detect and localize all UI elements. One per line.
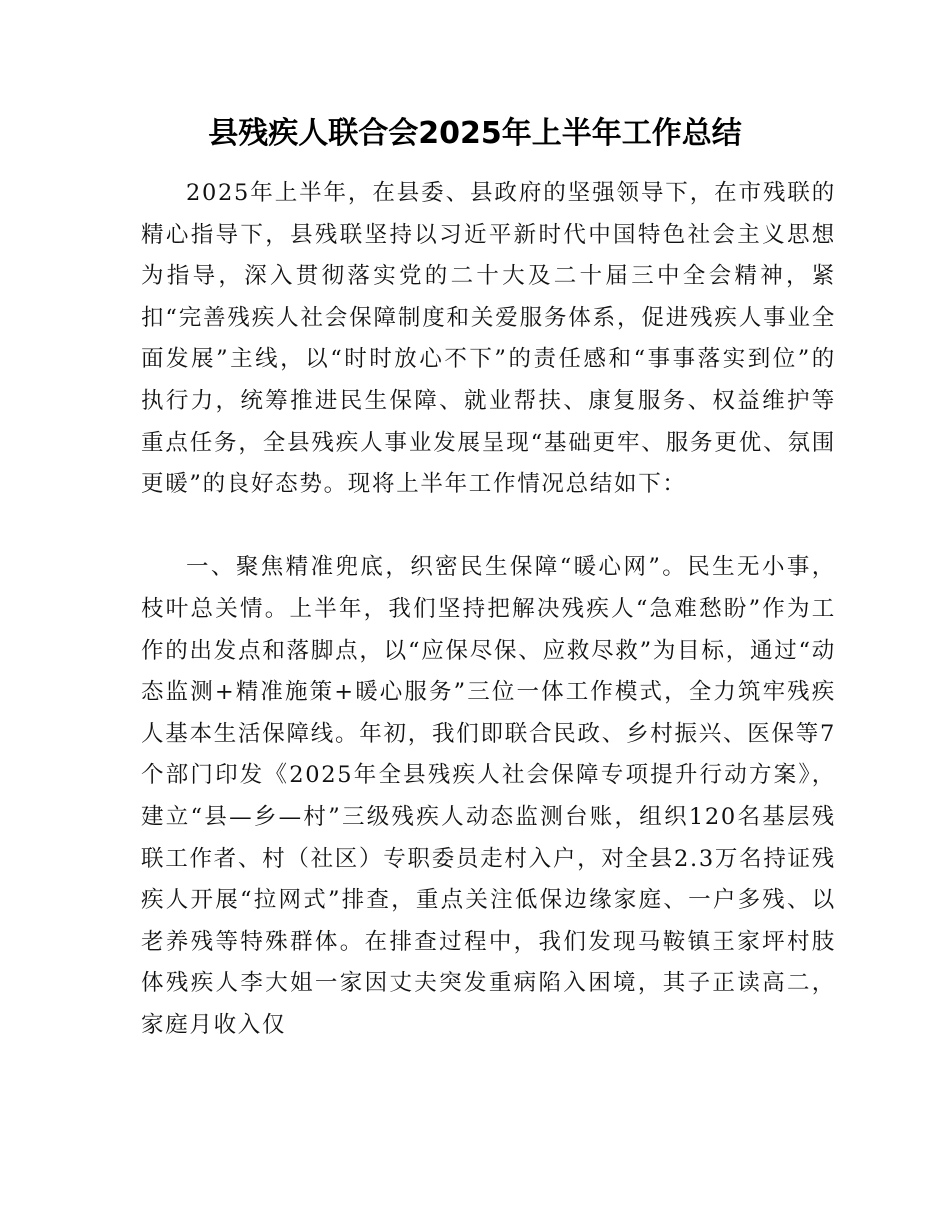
document-title: 县残疾人联合会2025年上半年工作总结 — [208, 116, 742, 151]
document-body — [141, 173, 836, 1046]
section-one-paragraph: 一、聚焦精准兜底，织密民生保障“暖心网”。民生无小事，枝叶总关情。上半年，我们坚持把解决残疾人“急难愁盼”作为工作的出发点和落脚点，以“应保尽保、应救尽救”为目标，通过“动态监测+精准施策+暖心服务”三位一体工作模式，全力筑牢残疾人基本生活保障线。年初，我们即联合民政、乡村振兴、医保等7个部门印发《2025年全县残疾人社会保障专项提升行动方案》，建立“县—乡—村”三级残疾人动态监测台账，组织120名基层残联工作者、村（社区）专职委员走村入户，对全县2.3万名持证残疾人开展“拉网式”排查，重点关注低保边缘家庭、一户多残、以老养残等特殊群体。在排查过程中，我们发现马鞍镇王家坪村肢体残疾人李大姐一家因丈夫突发重病陷入困境，其子正读高二，家庭月收入仅 — [141, 554, 836, 1038]
intro-paragraph: 2025年上半年，在县委、县政府的坚强领导下，在市残联的精心指导下，县残联坚持以习近平新时代中国特色社会主义思想为指导，深入贯彻落实党的二十大及二十届三中全会精神，紧扣“完善残疾人社会保障制度和关爱服务体系，促进残疾人事业全面发展”主线，以“时时放心不下”的责任感和“事事落实到位”的执行力，统筹推进民生保障、就业帮扶、康复服务、权益维护等重点任务，全县残疾人事业发展呈现“基础更牢、服务更优、氛围更暖”的良好态势。现将上半年工作情况总结如下： — [141, 180, 836, 498]
